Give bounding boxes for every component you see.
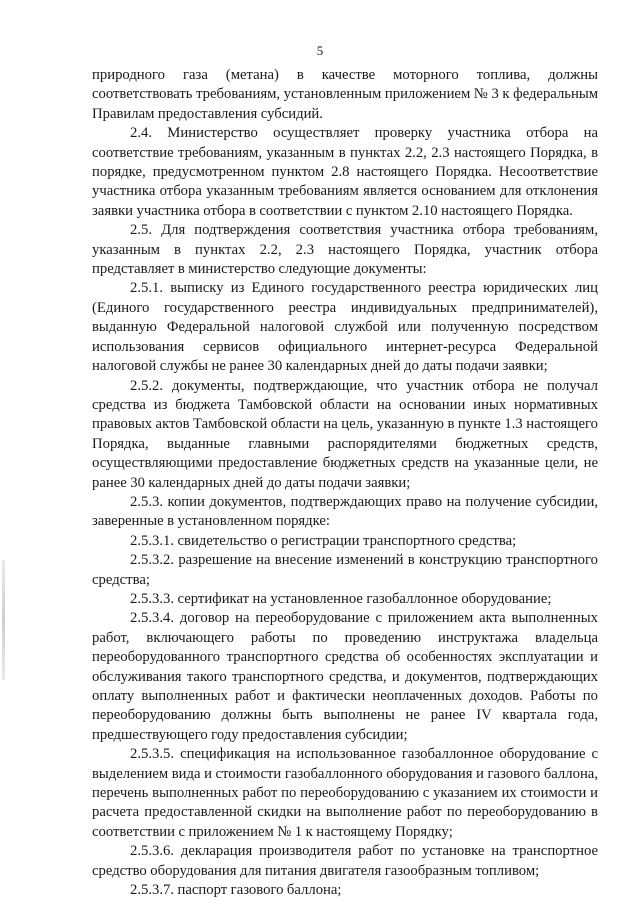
page-number: 5 xyxy=(316,43,324,58)
scan-edge-mark xyxy=(2,560,5,680)
paragraph-2-5-3: 2.5.3. копии документов, подтверждающих право на получение субсидии, заверенные в установленном порядке: xyxy=(92,493,598,530)
paragraph-continuation: природного газа (метана) в качестве моторного топлива, должны соответствовать требованиям, установленным приложением № 3 к федеральным Правилам предоставления субсидий. xyxy=(92,67,598,122)
paragraph-2-5-3-3: 2.5.3.3. сертификат на установленное газобаллонное оборудование; xyxy=(130,590,552,607)
paragraph-2-5-3-4: 2.5.3.4. договор на переоборудование с приложением акта выполненных работ, включающего работы по проведению инструктажа владельца переоборудованного транспортного средства об особенностях эксплуатации и обслуживания такого транспортного средства, и документов, подтверждающих оплату выполненных работ и фактически неоплаченных доходов. Работы по переоборудованию должны быть выполнены не ранее IV квартала года, предшествующего году предоставления субсидии; xyxy=(92,610,598,743)
paragraph-2-5-2: 2.5.2. документы, подтверждающие, что участник отбора не получал средства из бюджета Тамбовской области на основании иных нормативных правовых актов Тамбовской области на цель, указанную в пункте 1.3 настоящего Порядка, выданные главными распорядителями бюджетных средств, осуществляющими предоставление бюджетных средств на указанные цели, не ранее 30 календарных дней до даты подачи заявки; xyxy=(92,377,598,491)
paragraph-2-5-3-1: 2.5.3.1. свидетельство о регистрации транспортного средства; xyxy=(130,532,517,549)
paragraph-2-5-3-6: 2.5.3.6. декларация производителя работ по установке на транспортное средство оборудования для питания двигателя газообразным топливом; xyxy=(92,843,598,879)
paragraph-2-5-1: 2.5.1. выписку из Единого государственного реестра юридических лиц (Единого государственного реестра индивидуальных предпринимателей), выданную Федеральной налоговой службой или полученную посредством использования сервисов официального интернет-ресурса Федеральной налоговой службы не ранее 30 календарных дней до даты подачи заявки; xyxy=(92,280,598,375)
paragraph-2-5-3-2: 2.5.3.2. разрешение на внесение изменений в конструкцию транспортного средства; xyxy=(92,552,598,588)
paragraph-2-5-3-5: 2.5.3.5. спецификация на использованное газобаллонное оборудование с выделением вида и стоимости газобаллонного оборудования и газового баллона, перечень выполненных работ по переоборудованию с указанием их стоимости и расчета предоставленной скидки на выполнение работ по переоборудованию в соответствии с приложением № 1 к настоящему Порядку; xyxy=(92,746,598,840)
document-body xyxy=(92,66,598,900)
paragraph-2-5: 2.5. Для подтверждения соответствия участника отбора требованиям, указанным в пунктах 2.2, 2.3 настоящего Порядка, участник отбора представляет в министерство следующие документы: xyxy=(92,222,598,278)
paragraph-2-5-3-7: 2.5.3.7. паспорт газового баллона; xyxy=(130,882,342,899)
paragraph-2-4: 2.4. Министерство осуществляет проверку участника отбора на соответствие требованиям, указанным в пунктах 2.2, 2.3 настоящего Порядка, в порядке, предусмотренном пунктом 2.8 настоящего Порядка. Несоответствие участника отбора указанным требованиям является основанием для отклонения заявки участника отбора в соответствии с пунктом 2.10 настоящего Порядка. xyxy=(92,125,598,219)
